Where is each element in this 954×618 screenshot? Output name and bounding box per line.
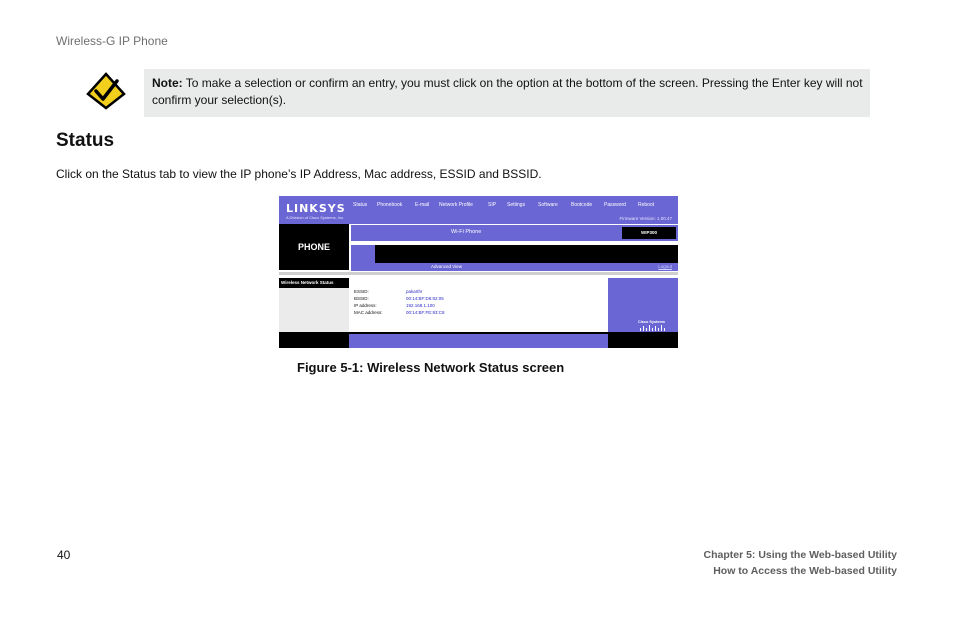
section-title: Status bbox=[56, 130, 115, 151]
status-content bbox=[351, 278, 608, 332]
field-value-essid: pakarthr bbox=[406, 289, 423, 294]
note-box bbox=[144, 69, 870, 117]
linksys-logo: LINKSYS bbox=[286, 202, 346, 215]
footer-chapter: Chapter 5: Using the Web-based Utility bbox=[703, 549, 897, 561]
warning-check-icon bbox=[84, 72, 128, 110]
footer-subsection: How to Access the Web-based Utility bbox=[713, 565, 897, 577]
field-value-ip: 192.168.1.100 bbox=[406, 303, 435, 308]
running-header: Wireless-G IP Phone bbox=[56, 34, 168, 48]
model-label: WIP300 bbox=[622, 227, 676, 239]
tab-sip[interactable]: SIP bbox=[488, 202, 497, 208]
bottom-bar-inner bbox=[349, 334, 608, 348]
phone-block bbox=[279, 224, 349, 270]
cisco-logo: Cisco Systems bbox=[638, 320, 666, 324]
status-screen-figure bbox=[279, 196, 678, 348]
side-heading: Wireless Network Status bbox=[279, 278, 349, 288]
separator-bar bbox=[279, 272, 678, 275]
figure-header-bar bbox=[279, 196, 678, 224]
tab-phonebook[interactable]: Phonebook bbox=[377, 202, 403, 208]
field-label-ip: IP address: bbox=[354, 303, 377, 308]
field-label-bssid: BSSID: bbox=[354, 296, 369, 301]
section-body: Click on the Status tab to view the IP phone’s IP Address, Mac address, ESSID and BSSID. bbox=[56, 167, 542, 181]
tab-bootcode[interactable]: Bootcode bbox=[571, 202, 593, 208]
tab-network-profile[interactable]: Network Profile bbox=[439, 202, 473, 208]
tab-status[interactable]: Status bbox=[353, 202, 368, 208]
firmware-version: Firmware Version: 1.00.47 bbox=[619, 216, 672, 221]
page-number: 40 bbox=[57, 548, 71, 562]
tab-software[interactable]: Software bbox=[538, 202, 558, 208]
brand-panel bbox=[608, 278, 678, 332]
note-label: Note: bbox=[152, 76, 183, 90]
figure-caption: Figure 5-1: Wireless Network Status screen bbox=[297, 360, 565, 375]
tab-settings[interactable]: Settings bbox=[507, 202, 526, 208]
note-text bbox=[152, 75, 864, 109]
field-label-essid: ESSID: bbox=[354, 289, 369, 294]
phone-label: PHONE bbox=[297, 242, 330, 252]
logo-subtitle: A Division of Cisco Systems, Inc. bbox=[286, 215, 345, 220]
tab-email[interactable]: E-mail bbox=[415, 202, 430, 208]
field-value-mac: 00:14:BF:FE:93:C8 bbox=[406, 310, 445, 315]
tab-password[interactable]: Password bbox=[604, 202, 626, 208]
logout-link[interactable]: Logout bbox=[658, 264, 672, 269]
side-panel bbox=[279, 288, 349, 332]
cisco-bars-icon bbox=[640, 325, 666, 331]
wifi-phone-title: Wi-Fi Phone bbox=[451, 229, 482, 235]
nav-active-highlight bbox=[351, 245, 375, 263]
nav-bar bbox=[351, 245, 678, 263]
advanced-bar bbox=[351, 263, 678, 271]
advanced-view-link[interactable]: Advanced View bbox=[431, 264, 462, 269]
note-body: To make a selection or confirm an entry, you must click on the option at the bottom of the screen. Pressing the Enter key will not confirm your selection(s). bbox=[152, 76, 863, 107]
tab-reboot[interactable]: Reboot bbox=[638, 202, 655, 208]
field-label-mac: MAC address: bbox=[354, 310, 383, 315]
field-value-bssid: 00:14:BF:D6:82:05 bbox=[406, 296, 444, 301]
